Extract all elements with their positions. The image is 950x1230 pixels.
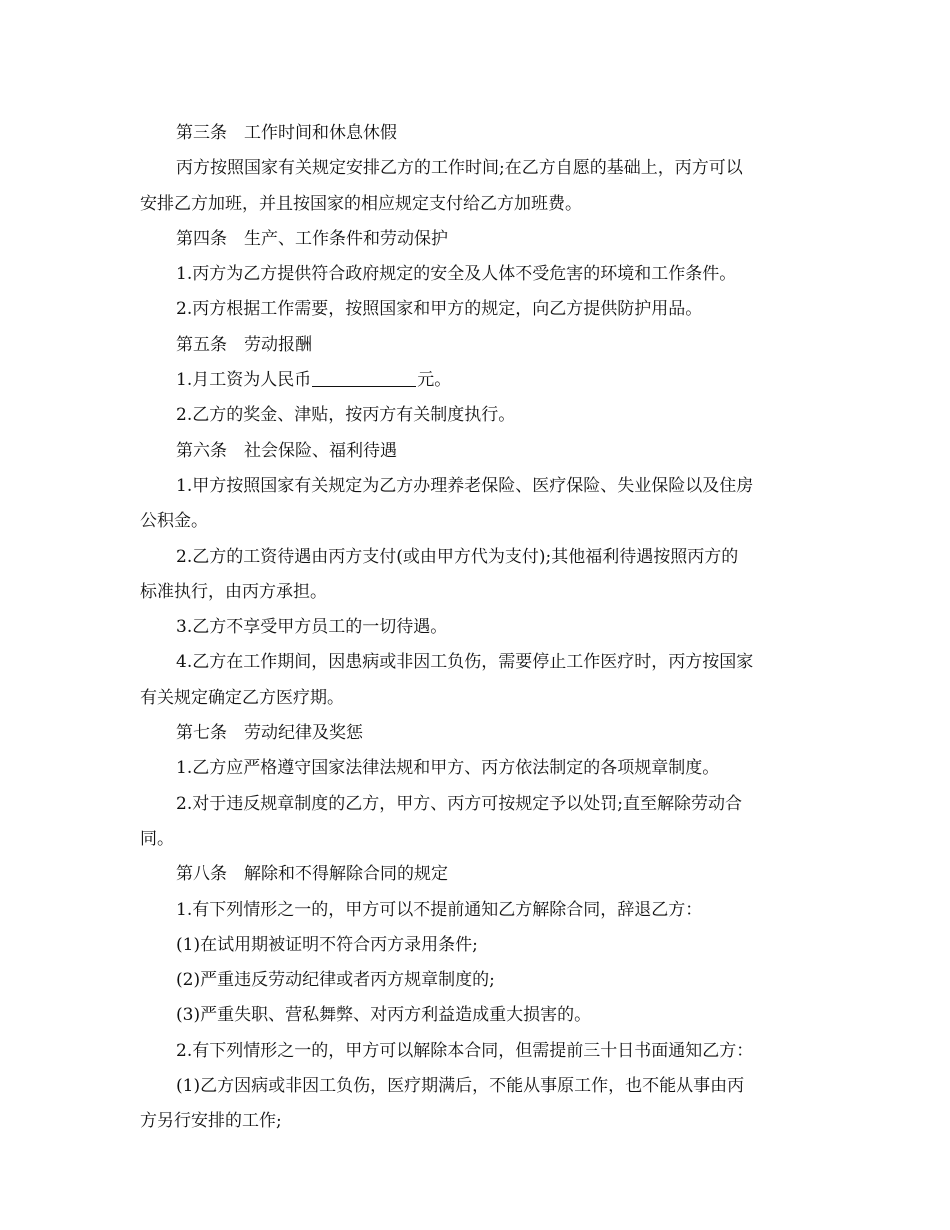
paragraph-line: 3.乙方不享受甲方员工的一切待遇。: [176, 617, 448, 638]
paragraph-line: 1.甲方按照国家有关规定为乙方办理养老保险、医疗保险、失业保险以及住房: [176, 475, 754, 496]
paragraph-line: 有关规定确定乙方医疗期。: [140, 687, 344, 708]
document-body: [140, 116, 816, 1140]
paragraph-line: 公积金。: [140, 511, 208, 532]
paragraph-line: 1.有下列情形之一的，甲方可以不提前通知乙方解除合同，辞退乙方：: [176, 899, 703, 920]
paragraph-line: 2.乙方的工资待遇由丙方支付(或由甲方代为支付);其他福利待遇按照丙方的: [176, 546, 739, 567]
article-3-heading: 第三条 工作时间和休息休假: [176, 123, 397, 143]
paragraph-line: 2.对于违反规章制度的乙方，甲方、丙方可按规定予以处罚;直至解除劳动合: [176, 793, 742, 814]
article-5-heading: 第五条 劳动报酬: [176, 334, 312, 355]
article-6-heading: 第六条 社会保险、福利待遇: [176, 440, 397, 461]
paragraph-line: 2.乙方的奖金、津贴，按丙方有关制度执行。: [176, 405, 516, 426]
paragraph-line: 4.乙方在工作期间，因患病或非因工负伤，需要停止工作医疗时，丙方按国家: [176, 652, 754, 673]
list-item: (1)在试用期被证明不符合丙方录用条件;: [176, 934, 478, 955]
paragraph-line: 标准执行，由丙方承担。: [140, 581, 327, 602]
article-8-heading: 第八条 解除和不得解除合同的规定: [176, 864, 448, 885]
paragraph-line: 2.丙方根据工作需要，按照国家和甲方的规定，向乙方提供防护用品。: [176, 299, 703, 320]
list-item: (2)严重违反劳动纪律或者丙方规章制度的;: [176, 970, 495, 991]
paragraph-line: 2.有下列情形之一的，甲方可以解除本合同，但需提前三十日书面通知乙方：: [176, 1040, 754, 1061]
list-item: (3)严重失职、营私舞弊、对丙方利益造成重大损害的。: [176, 1005, 592, 1026]
article-7-heading: 第七条 劳动纪律及奖惩: [176, 723, 363, 744]
salary-line: [140, 363, 816, 398]
salary-label: 1.月工资为人民币: [176, 370, 312, 391]
paragraph-line: 1.乙方应严格遵守国家法律法规和甲方、丙方依法制定的各项规章制度。: [176, 758, 720, 779]
salary-blank-field: [312, 368, 416, 387]
paragraph-line: 方另行安排的工作;: [140, 1111, 282, 1132]
paragraph-line: 同。: [140, 828, 174, 849]
article-4-heading: 第四条 生产、工作条件和劳动保护: [176, 228, 448, 249]
list-item: (1)乙方因病或非因工负伤，医疗期满后，不能从事原工作，也不能从事由丙: [176, 1076, 745, 1097]
paragraph-line: 安排乙方加班，并且按国家的相应规定支付给乙方加班费。: [140, 193, 582, 214]
paragraph-line: 1.丙方为乙方提供符合政府规定的安全及人体不受危害的环境和工作条件。: [176, 264, 737, 285]
paragraph-line: 丙方按照国家有关规定安排乙方的工作时间;在乙方自愿的基础上，丙方可以: [176, 158, 743, 179]
salary-unit: 元。: [417, 370, 452, 391]
